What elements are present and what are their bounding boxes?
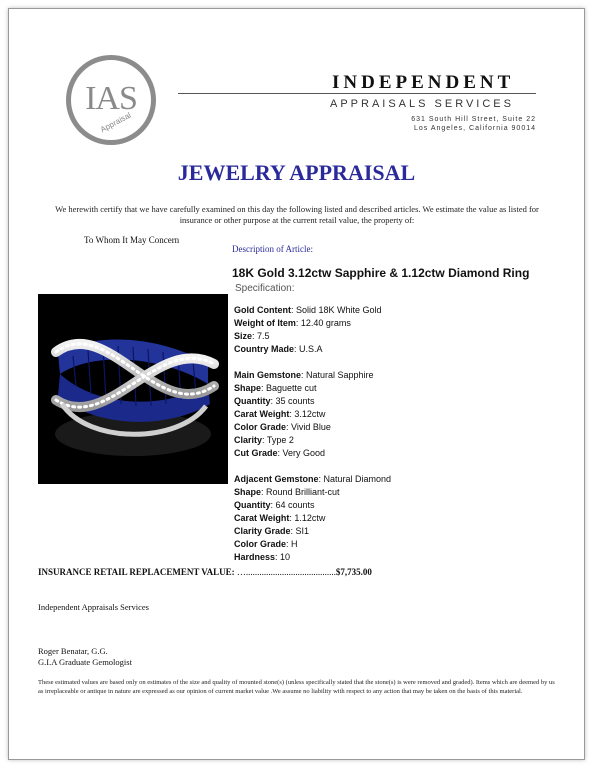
spec-label: Adjacent Gemstone: [234, 474, 319, 484]
insurance-label: INSURANCE RETAIL REPLACEMENT VALUE:: [38, 567, 235, 577]
spec-value: : 10: [275, 552, 291, 562]
spec-label: Quantity: [234, 500, 271, 510]
spec-label: Weight of Item: [234, 318, 296, 328]
spec-value: : Solid 18K White Gold: [291, 305, 382, 315]
ring-photo: [38, 294, 228, 484]
spec-value: : 7.5: [252, 331, 270, 341]
spec-label: Clarity Grade: [234, 526, 291, 536]
spec-label: Quantity: [234, 396, 271, 406]
insurance-dots: …........................................: [236, 567, 336, 577]
spec-label: Color Grade: [234, 539, 287, 549]
spec-label: Carat Weight: [234, 513, 290, 523]
spec-value: : Type 2: [262, 435, 294, 445]
document-title: JEWELRY APPRAISAL: [177, 160, 416, 185]
company-logo: [66, 55, 156, 145]
spec-label: Country Made: [234, 344, 295, 354]
spec-main-carat: [234, 408, 325, 421]
spec-value: : Vivid Blue: [286, 422, 331, 432]
spec-adjacent-hardness: [234, 551, 290, 564]
company-address-line2: Los Angeles, California 90014: [413, 125, 536, 132]
spec-main-quantity: [234, 395, 315, 408]
certification-text: We herewith certify that we have carefully examined on this day the following listed and described articles. We estimate the value as listed for insurance or other purpose at the current retail value, the property of:: [55, 204, 539, 225]
spec-label: Cut Grade: [234, 448, 278, 458]
spec-value: : U.S.A: [294, 344, 323, 354]
spec-value: : Round Brilliant-cut: [261, 487, 340, 497]
company-rule: [178, 93, 536, 94]
spec-value: : 1.12ctw: [289, 513, 326, 523]
ring-illustration: [38, 294, 228, 484]
spec-country: [234, 343, 323, 356]
disclaimer: These estimated values are based only on estimates of the size and quality of mounted stone(s) (unless specifically stated that the stone(s) is were removed and graded). Items which are deemed by us as irreplaceable or antique in nature are expressed as our opinion of current market value .We assume no liability with respect to any action that may be taken on the basis of this material.: [38, 679, 555, 695]
spec-main-clarity: [234, 434, 294, 447]
spec-value: : 12.40 grams: [295, 318, 351, 328]
spec-value: : Natural Diamond: [318, 474, 392, 484]
spec-adjacent-quantity: [234, 499, 315, 512]
spec-label: Carat Weight: [234, 409, 290, 419]
spec-adjacent-gemstone: [234, 473, 391, 486]
spec-main-cut: [234, 447, 325, 460]
spec-value: : H: [286, 539, 298, 549]
insurance-value-line: [38, 567, 372, 577]
spec-label: Color Grade: [234, 422, 287, 432]
spec-main-shape: [234, 382, 317, 395]
company-address-line1: 631 South Hill Street, Suite 22: [411, 116, 536, 123]
spec-gold-content: [234, 304, 382, 317]
spec-label: Gold Content: [234, 305, 291, 315]
recipient: To Whom It May Concern: [84, 235, 180, 245]
spec-adjacent-shape: [234, 486, 340, 499]
description-label: Description of Article:: [232, 244, 313, 254]
insurance-value: $7,735.00: [335, 567, 372, 577]
logo-subtext: Appraisal: [98, 110, 133, 135]
spec-size: [234, 330, 270, 343]
company-subtitle: APPRAISALS SERVICES: [330, 98, 514, 110]
spec-label: Size: [234, 331, 253, 341]
company-name: INDEPENDENT: [332, 72, 515, 93]
footer-company: Independent Appraisals Services: [38, 602, 149, 612]
spec-adjacent-clarity: [234, 525, 309, 538]
spec-value: : Natural Sapphire: [301, 370, 374, 380]
spec-main-color: [234, 421, 331, 434]
spec-label: Main Gemstone: [234, 370, 302, 380]
signer-title: G.I.A Graduate Gemologist: [38, 657, 132, 667]
spec-value: : SI1: [290, 526, 310, 536]
item-title: 18K Gold 3.12ctw Sapphire & 1.12ctw Diamond Ring: [232, 266, 530, 280]
specification-label: Specification:: [235, 283, 295, 294]
spec-value: : 3.12ctw: [289, 409, 326, 419]
signer-name: Roger Benatar, G.G.: [38, 646, 108, 656]
spec-main-gemstone: [234, 369, 374, 382]
logo-letters: IAS: [85, 80, 137, 117]
spec-label: Shape: [234, 487, 262, 497]
spec-label: Shape: [234, 383, 262, 393]
spec-value: : Baguette cut: [261, 383, 317, 393]
spec-label: Hardness: [234, 552, 276, 562]
spec-adjacent-color: [234, 538, 298, 551]
spec-value: : Very Good: [277, 448, 326, 458]
spec-adjacent-carat: [234, 512, 325, 525]
spec-value: : 64 counts: [270, 500, 315, 510]
spec-weight: [234, 317, 351, 330]
spec-label: Clarity: [234, 435, 263, 445]
spec-value: : 35 counts: [270, 396, 315, 406]
